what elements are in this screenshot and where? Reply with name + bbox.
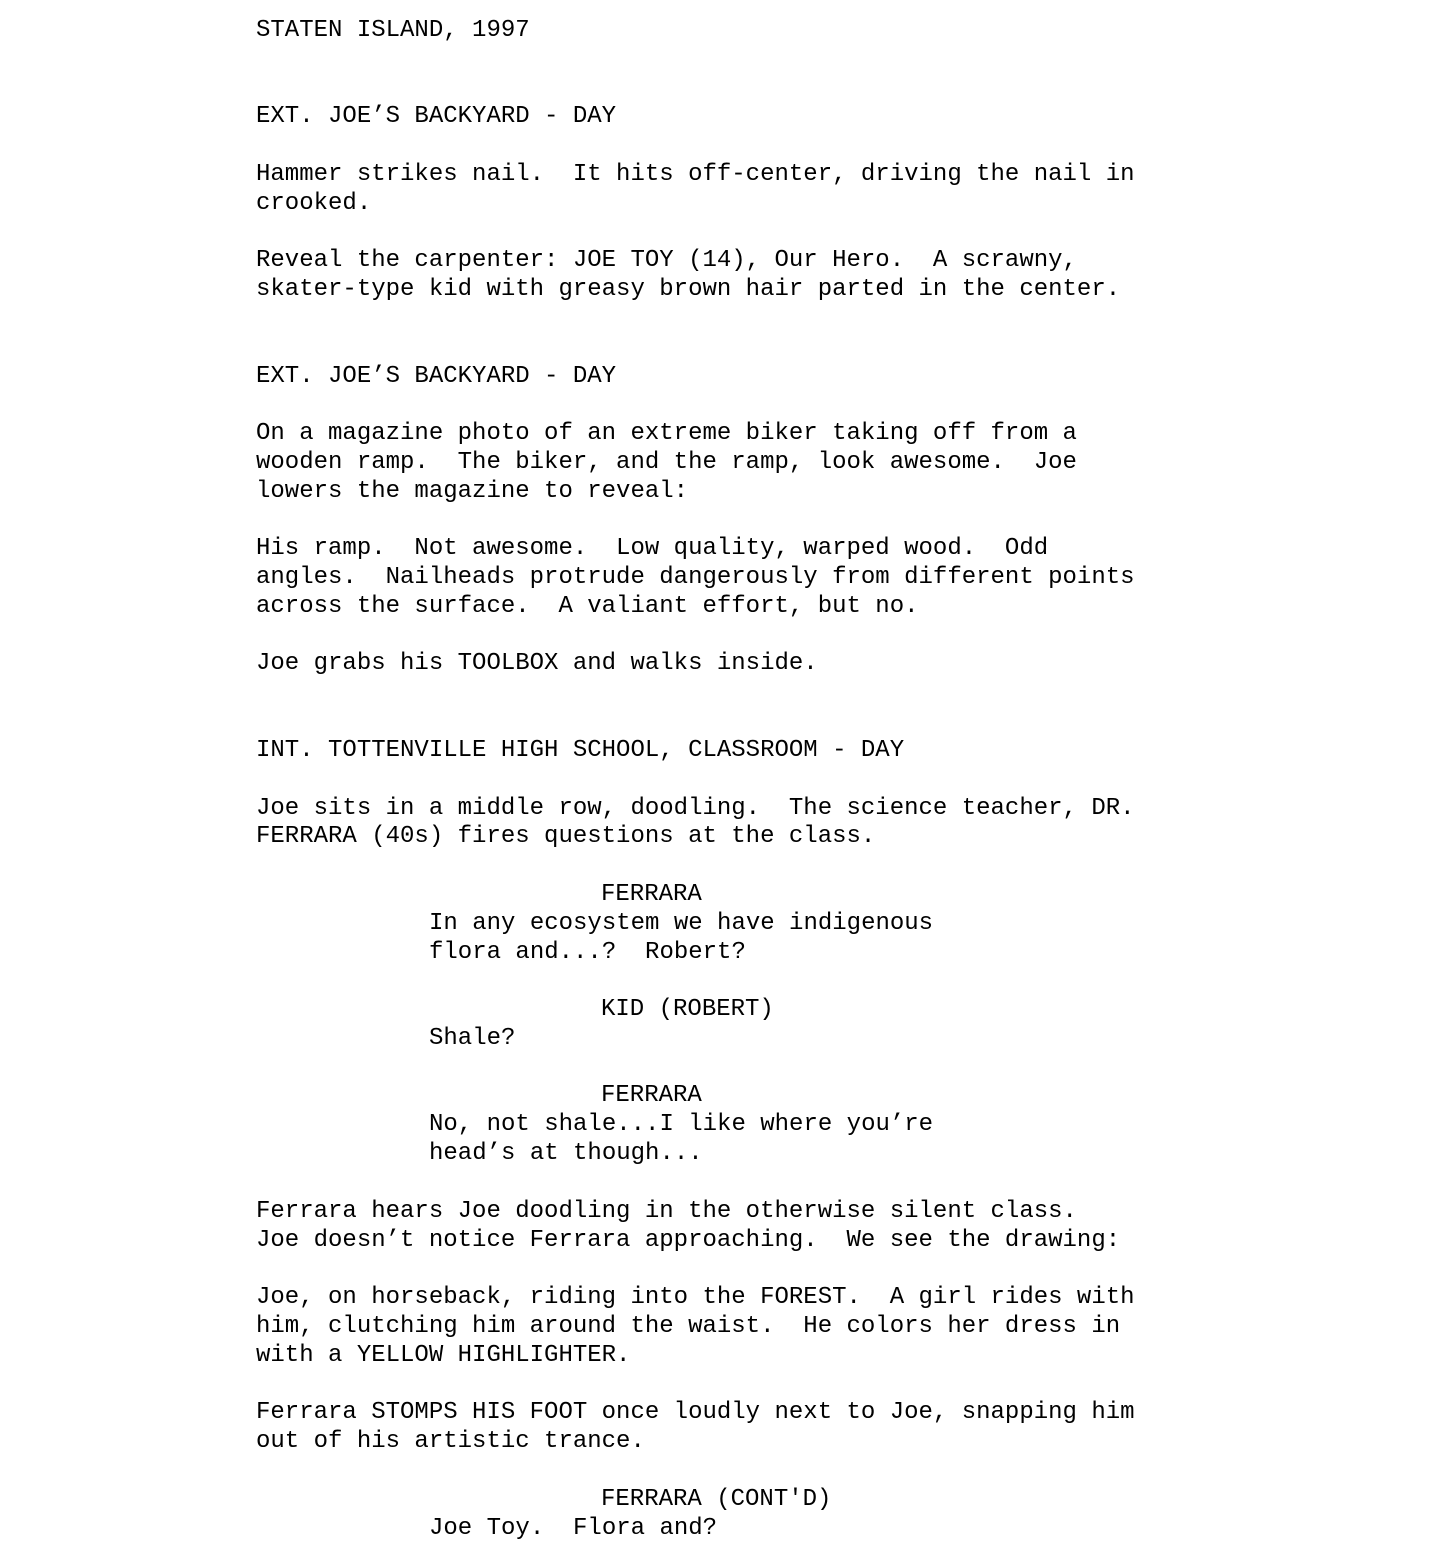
action-line: FERRARA (40s) fires questions at the class. [256,823,876,850]
scene-heading: INT. TOTTENVILLE HIGH SCHOOL, CLASSROOM - DAY [256,737,905,764]
action-line: Hammer strikes nail. It hits off-center, driving the nail in [256,161,1135,188]
dialogue-line: Joe Toy. Flora and? [429,1515,718,1542]
action-line: Joe grabs his TOOLBOX and walks inside. [256,650,818,677]
dialogue-line: In any ecosystem we have indigenous [429,910,934,937]
action-line: Ferrara hears Joe doodling in the otherwise silent class. [256,1198,1077,1225]
action-line: Joe doesn’t notice Ferrara approaching. We see the drawing: [256,1227,1121,1254]
character-name: KID (ROBERT) [601,996,774,1023]
action-line: Reveal the carpenter: JOE TOY (14), Our Hero. A scrawny, [256,247,1077,274]
action-line: On a magazine photo of an extreme biker taking off from a [256,420,1077,447]
action-line: Joe, on horseback, riding into the FOREST. A girl rides with [256,1284,1135,1311]
scene-heading: EXT. JOE’S BACKYARD - DAY [256,103,617,130]
character-name: FERRARA [601,1082,702,1109]
action-line: crooked. [256,190,372,217]
dialogue-line: head’s at though... [429,1140,703,1167]
action-line: skater-type kid with greasy brown hair parted in the center. [256,276,1121,303]
action-line: with a YELLOW HIGHLIGHTER. [256,1342,631,1369]
action-line: across the surface. A valiant effort, but no. [256,593,919,620]
action-line: Joe sits in a middle row, doodling. The science teacher, DR. [256,795,1135,822]
action-line: him, clutching him around the waist. He colors her dress in [256,1313,1121,1340]
scene-heading: EXT. JOE’S BACKYARD - DAY [256,363,617,390]
character-name: FERRARA (CONT'D) [601,1486,832,1513]
action-line: wooden ramp. The biker, and the ramp, look awesome. Joe [256,449,1077,476]
dialogue-line: No, not shale...I like where you’re [429,1111,934,1138]
action-line: Ferrara STOMPS HIS FOOT once loudly next to Joe, snapping him [256,1399,1135,1426]
character-name: FERRARA [601,881,702,908]
intro-title: STATEN ISLAND, 1997 [256,17,530,44]
dialogue-line: Shale? [429,1025,516,1052]
dialogue-line: flora and...? Robert? [429,939,746,966]
action-line: lowers the magazine to reveal: [256,478,689,505]
action-line: His ramp. Not awesome. Low quality, warped wood. Odd [256,535,1049,562]
action-line: angles. Nailheads protrude dangerously from different points [256,564,1135,591]
action-line: out of his artistic trance. [256,1428,645,1455]
